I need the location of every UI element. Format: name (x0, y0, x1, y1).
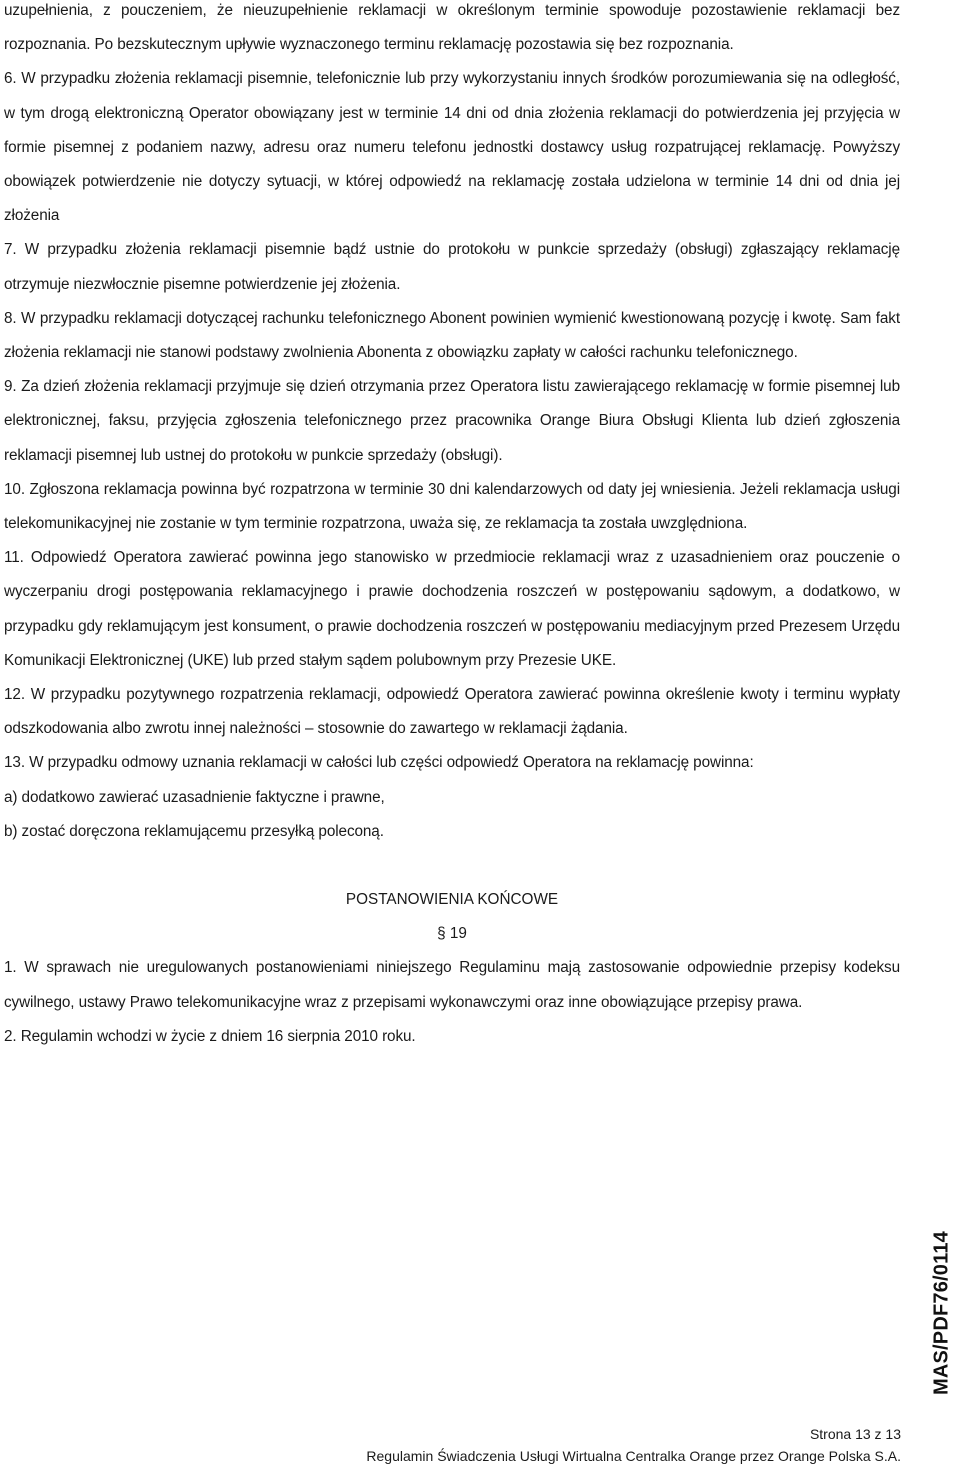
paragraph-continuation: uzupełnienia, z pouczeniem, że nieuzupełnienie reklamacji w określonym terminie spowoduje pozostawienie reklamacji bez rozpoznania. Po bezskutecznym upływie wyznaczonego terminu reklamację pozostawia się bez rozpoznania. (4, 2, 900, 54)
paragraph-13b: b) zostać doręczona reklamującemu przesyłką poleconą. (4, 822, 384, 840)
footer-document-title: Regulamin Świadczenia Usługi Wirtualna Centralka Orange przez Orange Polska S.A. (366, 1448, 901, 1464)
paragraph-13a: a) dodatkowo zawierać uzasadnienie faktyczne i prawne, (4, 788, 385, 806)
paragraph-10: 10. Zgłoszona reklamacja powinna być rozpatrzona w terminie 30 dni kalendarzowych od daty jej wniesienia. Jeżeli reklamacja usługi telekomunikacyjnej nie zostanie w tym terminie rozpatrzona, uważa się, ze reklamacja ta została uwzględniona. (4, 480, 900, 533)
paragraph-7: 7. W przypadku złożenia reklamacji pisemnie bądź ustnie do protokołu w punkcie sprzedaży (obsługi) zgłaszający reklamację otrzymuje niezwłocznie pisemne potwierdzenie jej złożenia. (4, 241, 900, 293)
paragraph-9: 9. Za dzień złożenia reklamacji przyjmuje się dzień otrzymania przez Operatora listu zawierającego reklamację w formie pisemnej lub elektronicznej, faksu, przyjęcia zgłoszenia telefonicznego przez pracownika Orange Biura Obsługi Klienta lub dzień zgłoszenia reklamacji pisemnej lub ustnej do protokołu w punkcie sprzedaży (obsługi). (4, 378, 900, 464)
section-number: § 19 (437, 925, 467, 943)
document-code (930, 1231, 954, 1395)
section-title: POSTANOWIENIA KOŃCOWE (345, 891, 559, 909)
final-paragraph-2: 2. Regulamin wchodzi w życie z dniem 16 sierpnia 2010 roku. (4, 1027, 416, 1045)
paragraph-11: 11. Odpowiedź Operatora zawierać powinna jego stanowisko w przedmiocie reklamacji wraz z uzasadnieniem oraz pouczenie o wyczerpaniu drogi postępowania reklamacyjnego i prawie dochodzenia roszczeń w postępowaniu sądowym, a dodatkowo, w przypadku gdy reklamującym jest konsument, o prawie dochodzenia roszczeń w postępowaniu mediacyjnym przed Prezesem Urzędu Komunikacji Elektronicznej (UKE) lub przed stałym sądem polubownym przy Prezesie UKE. (4, 549, 900, 669)
final-paragraph-1: 1. W sprawach nie uregulowanych postanowieniami niniejszego Regulaminu mają zastosowanie odpowiednie przepisy kodeksu cywilnego, ustawy Prawo telekomunikacyjne wraz z przepisami wykonawczymi oraz inne obowiązujące przepisy prawa. (4, 959, 900, 1011)
paragraph-6: 6. W przypadku złożenia reklamacji pisemnie, telefonicznie lub przy wykorzystaniu innych środków porozumiewania się na odległość, w tym drogą elektroniczną Operator obowiązany jest w terminie 14 dni od dnia złożenia reklamacji do potwierdzenia jej przyjęcia w formie pisemnej z podaniem nazwy, adresu oraz numeru telefonu jednostki dostawcy usług rozpatrującej reklamację. Powyższy obowiązek potwierdzenie nie dotyczy sytuacji, w której odpowiedź na reklamację została udzielona w terminie 14 dni od dnia jej złożenia (4, 70, 900, 225)
paragraph-8: 8. W przypadku reklamacji dotyczącej rachunku telefonicznego Abonent powinien wymienić kwestionowaną pozycję i kwotę. Sam fakt złożenia reklamacji nie stanowi podstawy zwolnienia Abonenta z obowiązku zapłaty w całości rachunku telefonicznego. (4, 309, 900, 362)
footer-page-number: Strona 13 z 13 (809, 1426, 901, 1442)
paragraph-12: 12. W przypadku pozytywnego rozpatrzenia reklamacji, odpowiedź Operatora zawierać powinna określenie kwoty i terminu wypłaty odszkodowania albo zwrotu innej należności – stosownie do zawartego w reklamacji żądania. (4, 686, 900, 738)
document-body (4, 0, 900, 1054)
paragraph-13: 13. W przypadku odmowy uznania reklamacji w całości lub części odpowiedź Operatora na reklamację powinna: (4, 754, 754, 772)
document-code-label: MAS/PDF76/0114 (930, 1231, 953, 1395)
